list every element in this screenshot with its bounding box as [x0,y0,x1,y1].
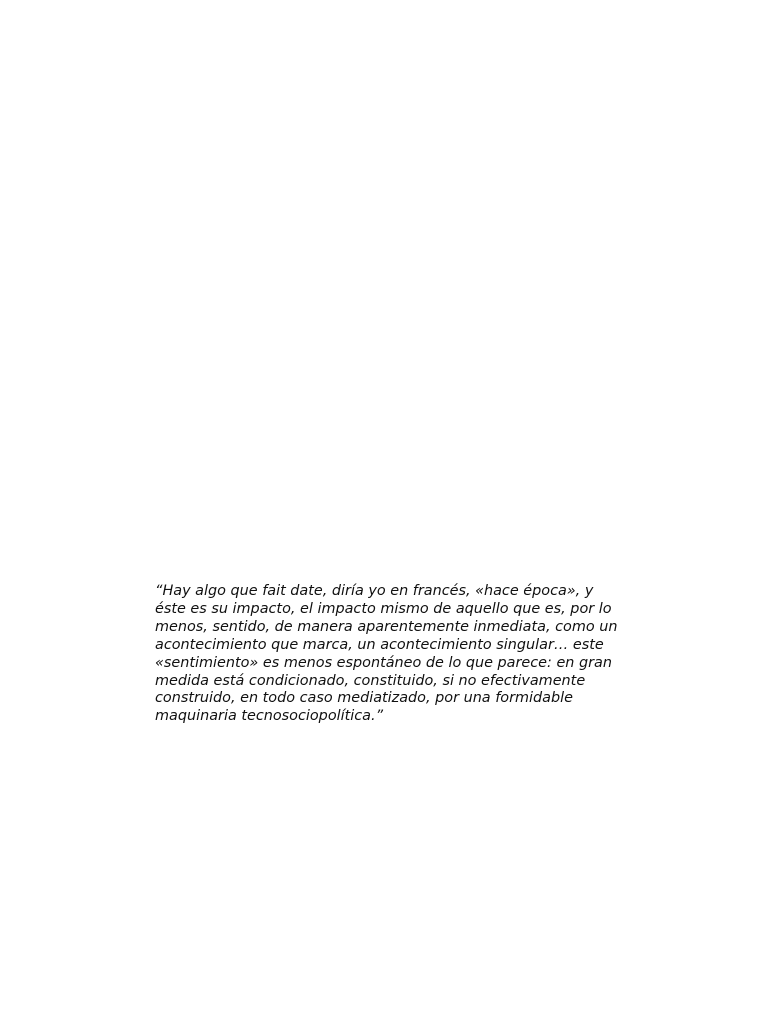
quote-line: medida está condicionado, constituido, si no efectivamente [155,672,586,689]
quote-line: acontecimiento que marca, un acontecimiento singular… este [155,636,604,653]
quote-line: “Hay algo que fait date, diría yo en francés, «hace época», y [155,583,594,599]
quote-line: menos, sentido, de manera aparentemente inmediata, como un [155,618,618,635]
quote-line: construido, en todo caso mediatizado, por una formidable [155,690,573,707]
quote-block [155,583,675,726]
quote-line: maquinaria tecnosociopolítica.” [155,708,384,725]
quote-line: éste es su impacto, el impacto mismo de aquello que es, por lo [155,600,612,617]
quote-line: «sentimiento» es menos espontáneo de lo que parece: en gran [155,654,612,671]
